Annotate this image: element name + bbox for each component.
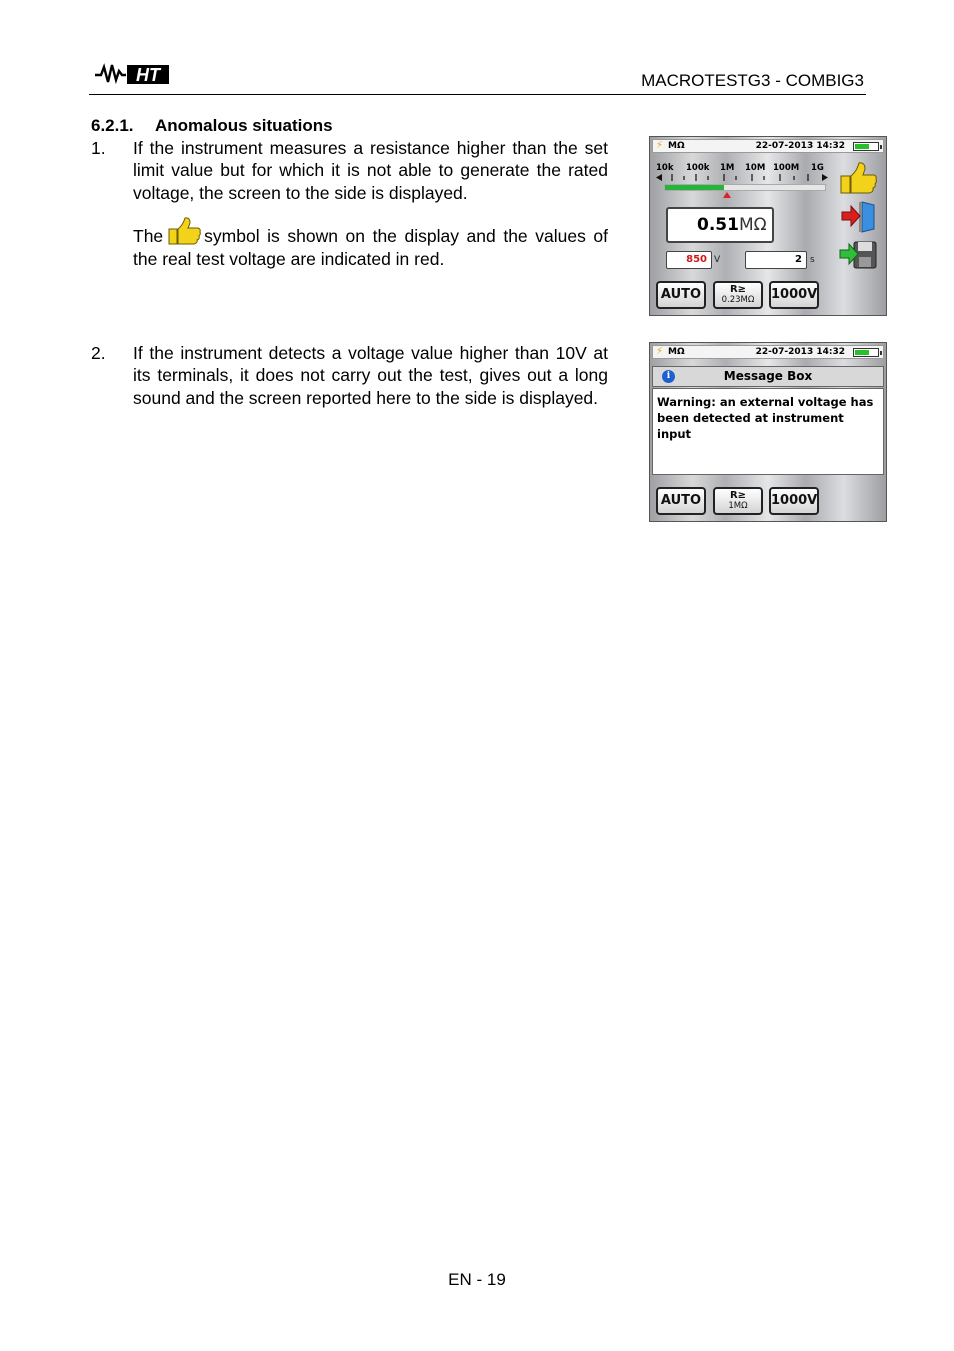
item-number: 1.	[91, 138, 106, 158]
section-title: Anomalous situations	[155, 116, 333, 135]
limit-symbol: R≥	[729, 490, 747, 501]
test-time-value: 2	[795, 254, 802, 265]
reading-display	[666, 207, 774, 243]
limit-value: 0.23MΩ	[721, 295, 755, 305]
battery-icon	[853, 142, 879, 151]
limit-marker	[723, 192, 731, 198]
scale-labels	[656, 163, 828, 173]
scale-ticks	[656, 173, 828, 182]
measure-mode: MΩ	[668, 347, 685, 357]
limit-symbol: R≥	[729, 284, 747, 295]
instrument-screen-1	[649, 136, 887, 316]
para-text-after: symbol is shown on the display and the values of the real test voltage are indicated in red.	[133, 226, 608, 269]
lightning-icon: ⚡	[656, 346, 664, 357]
item-number: 2.	[91, 343, 106, 363]
test-voltage-button[interactable]: 1000V	[769, 281, 819, 309]
auto-mode-button[interactable]: AUTO	[656, 487, 706, 515]
message-box-body: Warning: an external voltage has been detected at instrument input	[652, 388, 884, 475]
info-icon: i	[662, 370, 675, 383]
auto-mode-button[interactable]: AUTO	[656, 281, 706, 309]
scale-label: 1M	[720, 163, 735, 173]
document-title: MACROTESTG3 - COMBIG3	[641, 71, 864, 90]
limit-button[interactable]	[713, 487, 763, 515]
scale-label: 1G	[811, 163, 824, 173]
reading-value: 0.51	[697, 215, 739, 235]
message-box-title: Message Box	[723, 369, 813, 383]
exit-icon[interactable]	[838, 199, 878, 233]
measure-mode: MΩ	[668, 141, 685, 151]
section-heading	[91, 116, 333, 136]
test-time-box	[745, 251, 807, 269]
datetime: 22-07-2013 14:32	[755, 141, 845, 151]
datetime: 22-07-2013 14:32	[755, 347, 845, 357]
ht-logo	[93, 62, 171, 86]
section-number: 6.2.1.	[91, 116, 134, 135]
test-voltage-unit: V	[714, 255, 721, 265]
thumbs-up-icon	[166, 216, 202, 246]
limit-button[interactable]	[713, 281, 763, 309]
logo-text: HT	[136, 65, 160, 85]
thumbs-up-icon	[838, 161, 878, 195]
test-voltage-value: 850	[686, 254, 707, 265]
instrument-screen-2	[649, 342, 887, 522]
scale-label: 10k	[656, 163, 674, 173]
test-voltage-box	[666, 251, 712, 269]
header-divider	[89, 94, 866, 95]
limit-value: 1MΩ	[728, 501, 748, 511]
lightning-icon: ⚡	[656, 140, 664, 151]
para-text-before: The	[133, 226, 164, 247]
page-number: EN - 19	[448, 1270, 506, 1289]
item-paragraph: If the instrument detects a voltage value higher than 10V at its terminals, it does not carry out the test, gives out a long sound and the screen reported here to the side is displayed.	[133, 343, 608, 408]
scale-label: 100M	[773, 163, 800, 173]
test-time-unit: s	[810, 255, 815, 265]
message-box-header	[652, 366, 884, 387]
test-voltage-button[interactable]: 1000V	[769, 487, 819, 515]
list-item-1	[91, 137, 608, 270]
status-bar	[652, 139, 884, 153]
resistance-bar	[664, 184, 826, 191]
reading-unit: MΩ	[739, 215, 767, 235]
scale-label: 10M	[745, 163, 766, 173]
status-bar	[652, 345, 884, 359]
list-item-2	[91, 342, 608, 409]
save-icon[interactable]	[838, 237, 878, 271]
scale-label: 100k	[686, 163, 710, 173]
resistance-bar-fill	[665, 185, 724, 190]
item-paragraph: If the instrument measures a resistance higher than the set limit value but for which it is not able to generate the rated voltage, the screen to the side is displayed.	[133, 138, 608, 203]
battery-icon	[853, 348, 879, 357]
item-paragraph-symbol	[133, 216, 608, 270]
